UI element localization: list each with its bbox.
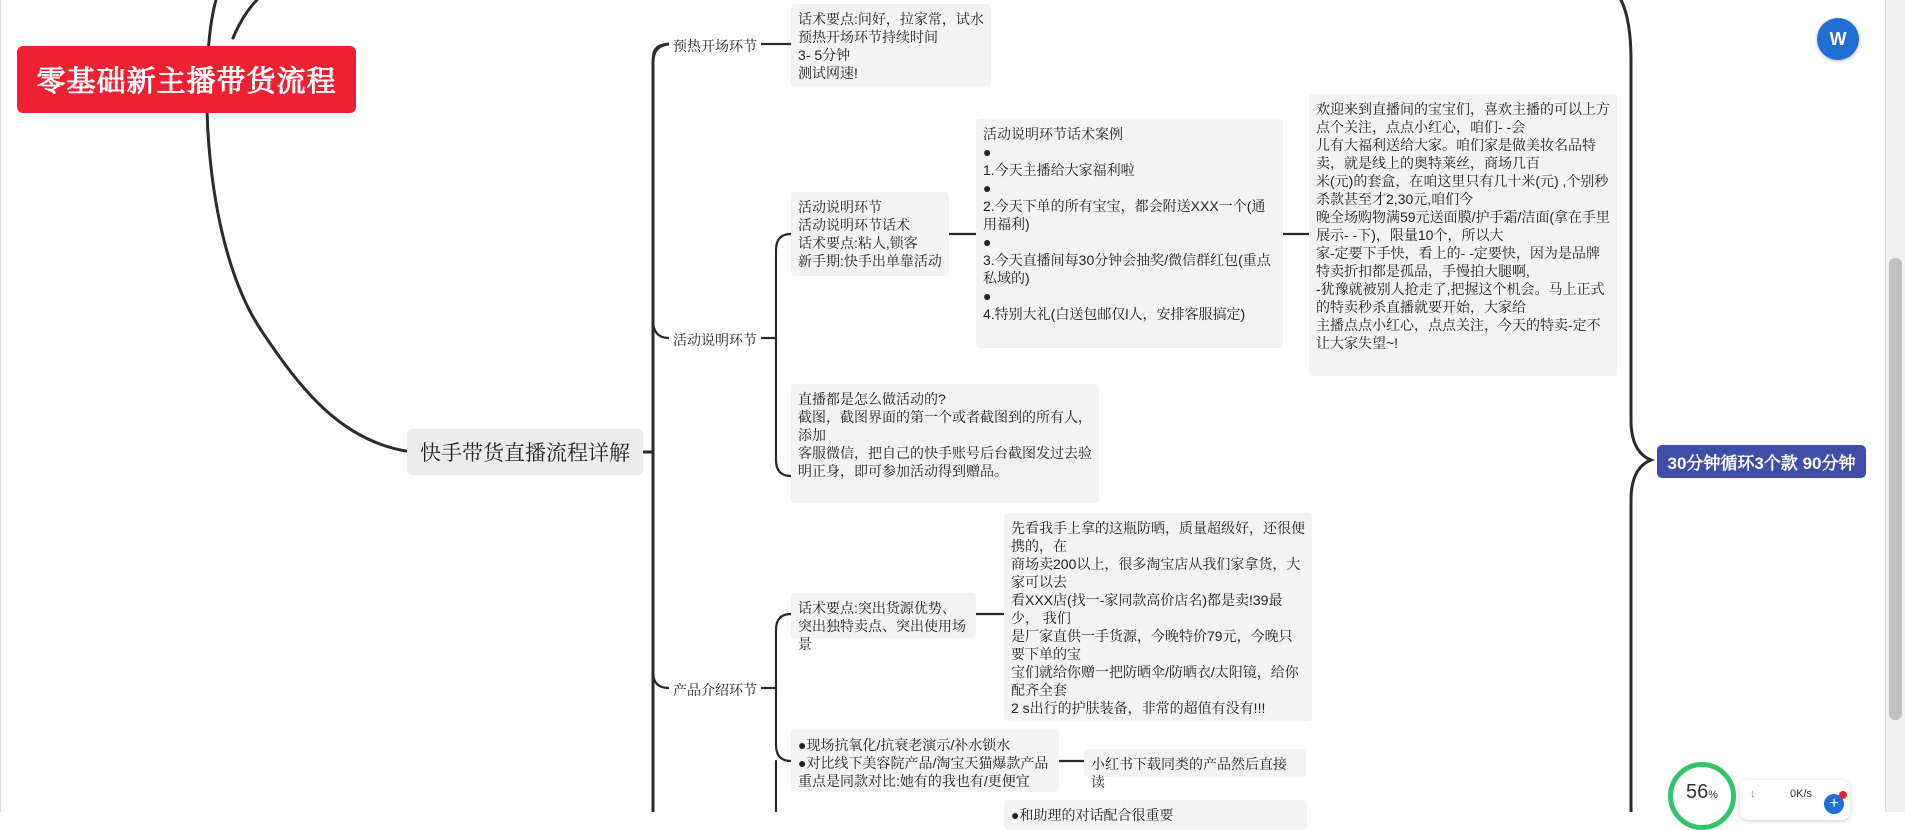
notification-dot [1839, 791, 1847, 799]
product-xhs[interactable]: 小红书下载同类的产品然后直接读 [1084, 749, 1306, 777]
curve-top-stub [233, 0, 257, 38]
activity-how[interactable]: 直播都是怎么做活动的? 截图，截图界面的第一个或者截图到的所有人，添加 客服微信，把自己的快手账号后台截图发过去验明正身，即可参加活动得到赠品。 [791, 384, 1099, 503]
activity-script[interactable]: 欢迎来到直播间的宝宝们，喜欢主播的可以上方点个关注，点点小红心，咱们- -会 儿有大福利送给大家。咱们家是做美妆名品特卖，就是线上的奥特莱丝，商场几百 米(元)的套盒，在咱这里只有几十米(元) ,个别秒杀款甚至才2,30元,咱们今 晚全场购物满59元送面膜/护手霜/洁面(拿在手里展示- -下)，限量10个，所以大 家-定要下手快，看上的- -定要快，因为是品牌特卖折扣都是孤品，手慢拍大腿啊, -犹豫就被别人抢走了,把握这个机会。马上正式的特卖秒杀直播就要开始，大家给 主播点点小红心，点点关注，今天的特卖-定不让大家失望~! [1309, 94, 1617, 376]
product-script[interactable]: 先看我手上拿的这瓶防晒，质量超级好，还很便携的，在 商场卖200以上，很多淘宝店从我们家拿货，大家可以去 看XXX店(找一-家同款高价店名)都是卖!39最少， 我们 是厂家直供一手货源，今晚特价79元，今晚只要下单的宝 宝们就给你赠一把防晒伞/防晒衣/太阳镜，给你配齐全套 2 s出行的护肤装备，非常的超值有没有!!! [1004, 513, 1312, 721]
mindmap-title[interactable]: 零基础新主播带货流程 [17, 46, 356, 113]
network-speed-widget[interactable] [1740, 780, 1850, 820]
central-topic[interactable]: 快手带货直播流程详解 [407, 429, 643, 475]
add-icon[interactable]: + [1824, 794, 1844, 814]
gauge-unit: % [1708, 789, 1719, 801]
branch-product[interactable]: 产品介绍环节 [669, 679, 761, 701]
performance-gauge[interactable] [1668, 762, 1736, 830]
warmup-detail[interactable]: 话术要点:问好，拉家常，试水 预热开场环节持续时间 3- 5分钟 测试网速! [791, 4, 991, 86]
product-demo[interactable]: ●现场抗氧化/抗衰老演示/补水锁水 ●对比线下美容院产品/淘宝天猫爆款产品 重点是同款对比:她有的我也有/更便宜 [791, 730, 1059, 792]
product-partial[interactable]: ●和助理的对话配合很重要 [1004, 800, 1307, 830]
branch-warmup[interactable]: 预热开场环节 [669, 35, 761, 57]
gauge-value: 56 [1685, 781, 1709, 803]
translate-icon[interactable]: W [1817, 18, 1859, 60]
activity-overview[interactable]: 活动说明环节 活动说明环节话术 话术要点:粘人,锁客 新手期:快手出单靠活动 [791, 192, 949, 276]
scrollbar-thumb[interactable] [1889, 258, 1902, 720]
branch-activity[interactable]: 活动说明环节 [669, 329, 761, 351]
download-arrow-icon: ↓ [1750, 788, 1756, 800]
summary-label[interactable]: 30分钟循环3个款 90分钟 [1657, 445, 1866, 478]
product-point[interactable]: 话术要点:突出货源优势、突出独特卖点、突出使用场景 [791, 593, 976, 638]
network-speed: 0K/s [1790, 788, 1813, 800]
activity-case[interactable]: 活动说明环节话术案例 ● 1.今天主播给大家福利啦 ● 2.今天下单的所有宝宝，都会附送XXX一个(通用福利) ● 3.今天直播间每30分钟会抽奖/微信群红包(重点私域的) ● 4.特别大礼(白送包邮仅l人，安排客服搞定) [976, 119, 1283, 348]
